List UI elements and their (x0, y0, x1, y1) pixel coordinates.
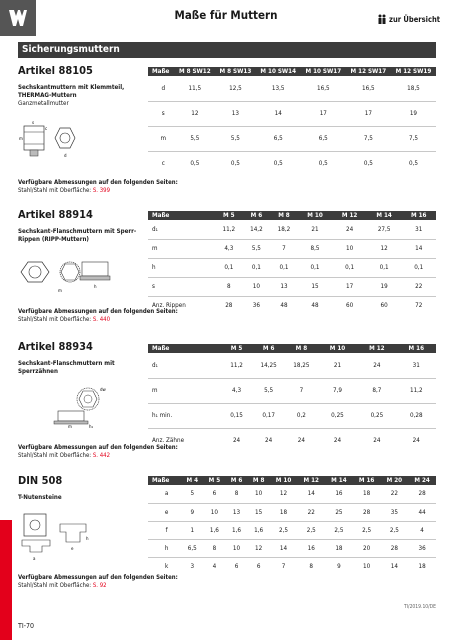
cell: 24 (357, 353, 396, 378)
cell: 10 (225, 539, 247, 557)
cell: 8 (203, 539, 225, 557)
cell: 21 (318, 353, 357, 378)
cell: 25 (325, 503, 353, 521)
col-header: Maße (148, 67, 175, 76)
cell: 0,1 (243, 258, 271, 277)
table-header-row (148, 344, 436, 353)
col-header: M 5 (221, 344, 252, 353)
cell: 24 (333, 437, 342, 445)
cell: 0,5 (408, 160, 418, 168)
dim-d: d (64, 153, 67, 158)
row-label: m (148, 378, 221, 403)
cell: 18,5 (391, 76, 436, 101)
cell: 11,2 (221, 353, 252, 378)
table-row (148, 485, 436, 503)
page-link[interactable]: S. 399 (92, 187, 110, 194)
article-description (18, 84, 138, 108)
dim-a: a (33, 556, 36, 561)
availability-text: Stahl/Stahl mit Oberfläche: (18, 452, 93, 459)
col-header: M 12 (332, 211, 367, 220)
cell: 6 (256, 562, 261, 570)
cell: 24 (332, 220, 367, 239)
cell: 5,5 (243, 239, 271, 258)
cell: 31 (397, 353, 436, 378)
row-label: m (148, 126, 175, 151)
table-row (148, 277, 436, 296)
availability-heading: Verfügbare Abmessungen auf den folgenden Seiten: (18, 308, 178, 315)
col-header: M 8 (285, 344, 318, 353)
row-label: e (148, 503, 181, 521)
cell: 14,2 (243, 220, 271, 239)
cell: 11,2 (215, 220, 243, 239)
cell: 13 (270, 277, 298, 296)
cell: 6,5 (181, 539, 203, 557)
col-header: M 16 (397, 344, 436, 353)
col-header: M 12 SW19 (391, 67, 436, 76)
cell: 10 (363, 562, 371, 570)
col-header: Maße (148, 476, 181, 485)
cell: 5,5 (215, 126, 256, 151)
cell: 2,5 (270, 521, 298, 539)
cell: 10 (203, 503, 225, 521)
cell: 0,1 (215, 258, 243, 277)
spec-table-88105 (148, 67, 436, 176)
cell: 13,5 (256, 76, 301, 101)
dim-h: h (94, 284, 97, 289)
col-header: M 16 (401, 211, 436, 220)
cell: 24 (232, 437, 241, 445)
table-row (148, 258, 436, 277)
cell: 35 (380, 503, 408, 521)
page-title: Maße für Muttern (174, 8, 278, 22)
table-row (148, 353, 436, 378)
table-row (148, 557, 436, 575)
document-code: TI/2019.10/DE (403, 604, 436, 610)
overview-label: zur Übersicht (389, 14, 440, 24)
cell: 60 (345, 302, 354, 310)
cell: 9 (337, 562, 341, 570)
page-number: TI-70 (18, 622, 34, 630)
flange-nut-drawing (18, 258, 113, 296)
page-link[interactable]: S. 92 (92, 582, 107, 589)
cell: 0,25 (318, 403, 357, 428)
col-header: M 8 SW13 (215, 67, 256, 76)
col-header: Maße (148, 344, 221, 353)
cell: 15 (248, 503, 270, 521)
availability-text: Stahl/Stahl mit Oberfläche: (18, 187, 93, 194)
dim-m: m (58, 288, 62, 293)
cell: 14 (270, 539, 298, 557)
table-row (148, 239, 436, 258)
page-link[interactable]: S. 442 (92, 452, 110, 459)
row-label: f (148, 521, 181, 539)
cell: 10 (248, 485, 270, 503)
cell: 21 (298, 220, 333, 239)
cell: 0,25 (357, 403, 396, 428)
cell: 1,6 (203, 521, 225, 539)
article-description (18, 360, 128, 376)
cell: 17 (346, 101, 391, 126)
cell: 48 (280, 302, 288, 310)
t-slot-nut-drawing (18, 510, 90, 562)
col-header: M 8 (248, 476, 270, 485)
cell: 0,5 (230, 160, 240, 168)
cell: 2,5 (297, 521, 325, 539)
cell: 16,5 (346, 76, 391, 101)
cell: 4 (212, 562, 217, 570)
table-row (148, 428, 436, 453)
cell: 7,5 (346, 126, 391, 151)
table-row (148, 151, 436, 176)
col-header: M 4 (181, 476, 203, 485)
cell: 0,5 (363, 160, 373, 168)
col-header: M 14 (367, 211, 402, 220)
cell: 0,1 (270, 258, 298, 277)
table-row (148, 539, 436, 557)
availability-note (18, 574, 178, 590)
article-desc-bold: Sechskant-Flanschmuttern mit Sperr-Rippen (RIPP-Muttern) (18, 228, 137, 243)
cell: 10 (332, 239, 367, 258)
dim-dw: dw (100, 387, 106, 392)
cell: 14,25 (252, 353, 285, 378)
cell: 16,5 (301, 76, 346, 101)
cell: 11,5 (175, 76, 216, 101)
row-label: h₁ min. (148, 403, 221, 428)
cell: 18 (353, 485, 381, 503)
row-label: d (148, 76, 175, 101)
people-icon (377, 14, 387, 24)
cell: 22 (297, 503, 325, 521)
article-desc-bold: T-Nutensteine (18, 494, 62, 501)
cell: 19 (367, 277, 402, 296)
table-header-row (148, 67, 436, 76)
article-description (18, 228, 138, 244)
cell: 28 (225, 302, 233, 310)
cell: 2,5 (353, 521, 381, 539)
col-header: M 10 (298, 211, 333, 220)
col-header: M 10 SW17 (301, 67, 346, 76)
cell: 8 (225, 485, 247, 503)
cell: 6 (203, 485, 225, 503)
cell: 1,6 (248, 521, 270, 539)
cell: 19 (391, 101, 436, 126)
nut-drawing (18, 118, 80, 162)
cell: 36 (252, 302, 260, 310)
cell: 24 (265, 437, 273, 445)
availability-text: Stahl/Stahl mit Oberfläche: (18, 582, 93, 589)
cell: 0,1 (332, 258, 367, 277)
row-label: a (148, 485, 181, 503)
cell: 8 (215, 277, 243, 296)
dim-c: c (45, 126, 48, 131)
col-header: M 16 (353, 476, 381, 485)
cell: 6 (234, 562, 239, 570)
table-row (148, 403, 436, 428)
availability-heading: Verfügbare Abmessungen auf den folgenden Seiten: (18, 179, 178, 186)
cell: 18 (270, 503, 298, 521)
spec-table-88914 (148, 211, 436, 315)
cell: 17 (332, 277, 367, 296)
table-row (148, 296, 436, 315)
cell: 5,5 (175, 126, 216, 151)
cell: 1 (181, 521, 203, 539)
cell: 20 (353, 539, 381, 557)
col-header: M 5 (215, 211, 243, 220)
article-title: Artikel 88914 (18, 208, 93, 221)
row-label: d₁ (148, 220, 215, 239)
cell: 24 (412, 437, 420, 445)
article-title: DIN 508 (18, 474, 63, 487)
col-header: M 6 (225, 476, 247, 485)
cell: 7 (270, 239, 298, 258)
col-header: M 12 (297, 476, 325, 485)
col-header: M 14 (325, 476, 353, 485)
col-header: M 12 SW17 (346, 67, 391, 76)
cell: 1,6 (225, 521, 247, 539)
table-row (148, 378, 436, 403)
cell: 12 (367, 239, 402, 258)
article-desc-bold: Sechskantmuttern mit Klemmteil, THERMAG-Muttern (18, 84, 125, 99)
availability-note (18, 179, 178, 195)
dim-h: h₁ (89, 424, 94, 429)
cell: 10 (243, 277, 271, 296)
table-row (148, 503, 436, 521)
row-label: s (148, 101, 175, 126)
table-row (148, 220, 436, 239)
accent-bar (0, 520, 12, 640)
cell: 28 (408, 485, 436, 503)
cell: 16 (325, 485, 353, 503)
cell: 7 (281, 562, 286, 570)
cell: 18 (418, 562, 426, 570)
cell: 24 (373, 437, 381, 445)
cell: 18,2 (270, 220, 298, 239)
cell: 48 (311, 302, 319, 310)
cell: 44 (408, 503, 436, 521)
table-row (148, 101, 436, 126)
col-header: M 5 (203, 476, 225, 485)
cell: 18,25 (285, 353, 318, 378)
col-header: M 8 (270, 211, 298, 220)
section-title: Sicherungsmuttern (18, 42, 436, 58)
cell: 12,5 (215, 76, 256, 101)
cell: 0,2 (285, 403, 318, 428)
cell: 6,5 (301, 126, 346, 151)
table-header-row (148, 476, 436, 485)
cell: 15 (298, 277, 333, 296)
cell: 0,17 (252, 403, 285, 428)
col-header: M 6 (243, 211, 271, 220)
col-header: M 10 (318, 344, 357, 353)
col-header: M 10 SW14 (256, 67, 301, 76)
cell: 12 (248, 539, 270, 557)
cell: 13 (215, 101, 256, 126)
cell: 6,5 (256, 126, 301, 151)
col-header: M 6 (252, 344, 285, 353)
spec-table-din508 (148, 476, 436, 575)
col-header: Maße (148, 211, 215, 220)
row-label: m (148, 239, 215, 258)
cell: 14 (297, 485, 325, 503)
cell: 2,5 (380, 521, 408, 539)
cell: 24 (297, 437, 306, 445)
cell: 7,9 (318, 378, 357, 403)
cell: 4,3 (215, 239, 243, 258)
table-row (148, 76, 436, 101)
row-label: s (148, 277, 215, 296)
cell: 18 (325, 539, 353, 557)
cell: 14 (390, 562, 398, 570)
cell: 3 (190, 562, 195, 570)
dim-s: s (32, 120, 35, 125)
cell: 8 (309, 562, 314, 570)
article-title: Artikel 88105 (18, 64, 93, 77)
article-description (18, 494, 128, 502)
row-label: h (148, 258, 215, 277)
cell: 8,5 (298, 239, 333, 258)
col-header: M 10 (270, 476, 298, 485)
availability-text: Stahl/Stahl mit Oberfläche: (18, 316, 93, 323)
cell: 0,28 (397, 403, 436, 428)
article-desc-light: Ganzmetallmutter (18, 100, 69, 107)
cell: 28 (380, 539, 408, 557)
col-header: M 24 (408, 476, 436, 485)
cell: 5 (181, 485, 203, 503)
dim-m: m (19, 136, 23, 141)
cell: 17 (301, 101, 346, 126)
cell: 2,5 (325, 521, 353, 539)
availability-heading: Verfügbare Abmessungen auf den folgenden Seiten: (18, 444, 178, 451)
cell: 13 (225, 503, 247, 521)
overview-link[interactable] (377, 14, 440, 24)
cell: 60 (380, 302, 388, 310)
cell: 31 (401, 220, 436, 239)
cell: 0,1 (401, 258, 436, 277)
col-header: M 12 (357, 344, 396, 353)
row-label: h (148, 539, 181, 557)
cell: 16 (297, 539, 325, 557)
dim-h: h (86, 536, 89, 541)
cell: 7,5 (391, 126, 436, 151)
cell: 36 (408, 539, 436, 557)
cell: 11,2 (397, 378, 436, 403)
table-row (148, 126, 436, 151)
cell: 0,5 (318, 160, 328, 168)
article-desc-bold: Sechskant-Flanschmuttern mit Sperrzähnen (18, 360, 115, 375)
cell: 0,1 (298, 258, 333, 277)
cell: 72 (415, 302, 423, 310)
article-title: Artikel 88934 (18, 340, 93, 353)
cell: 5,5 (252, 378, 285, 403)
row-label: c (161, 160, 165, 168)
cell: 4 (408, 521, 436, 539)
cell: 0,5 (190, 160, 200, 168)
table-row (148, 521, 436, 539)
cell: 22 (380, 485, 408, 503)
cell: 12 (175, 101, 216, 126)
table-header-row (148, 211, 436, 220)
cell: 4,3 (221, 378, 252, 403)
col-header: M 8 SW12 (175, 67, 216, 76)
dim-m: m (68, 424, 72, 429)
row-label: Anz. Zähne (152, 437, 185, 445)
page-link[interactable]: S. 440 (92, 316, 110, 323)
col-header: M 20 (380, 476, 408, 485)
cell: 14 (256, 101, 301, 126)
row-label: k (164, 562, 169, 570)
cell: 27,5 (367, 220, 402, 239)
cell: 28 (353, 503, 381, 521)
cell: 22 (401, 277, 436, 296)
dim-e: e (71, 546, 74, 551)
serrated-flange-nut-drawing (18, 385, 118, 429)
spec-table-88934 (148, 344, 436, 453)
row-label: Anz. Rippen (152, 302, 186, 310)
row-label: d₁ (148, 353, 221, 378)
cell: 14 (401, 239, 436, 258)
cell: 9 (181, 503, 203, 521)
cell: 12 (270, 485, 298, 503)
availability-heading: Verfügbare Abmessungen auf den folgenden Seiten: (18, 574, 178, 581)
cell: 8,7 (357, 378, 396, 403)
cell: 0,5 (273, 160, 283, 168)
cell: 0,1 (367, 258, 402, 277)
cell: 7 (285, 378, 318, 403)
cell: 0,15 (221, 403, 252, 428)
